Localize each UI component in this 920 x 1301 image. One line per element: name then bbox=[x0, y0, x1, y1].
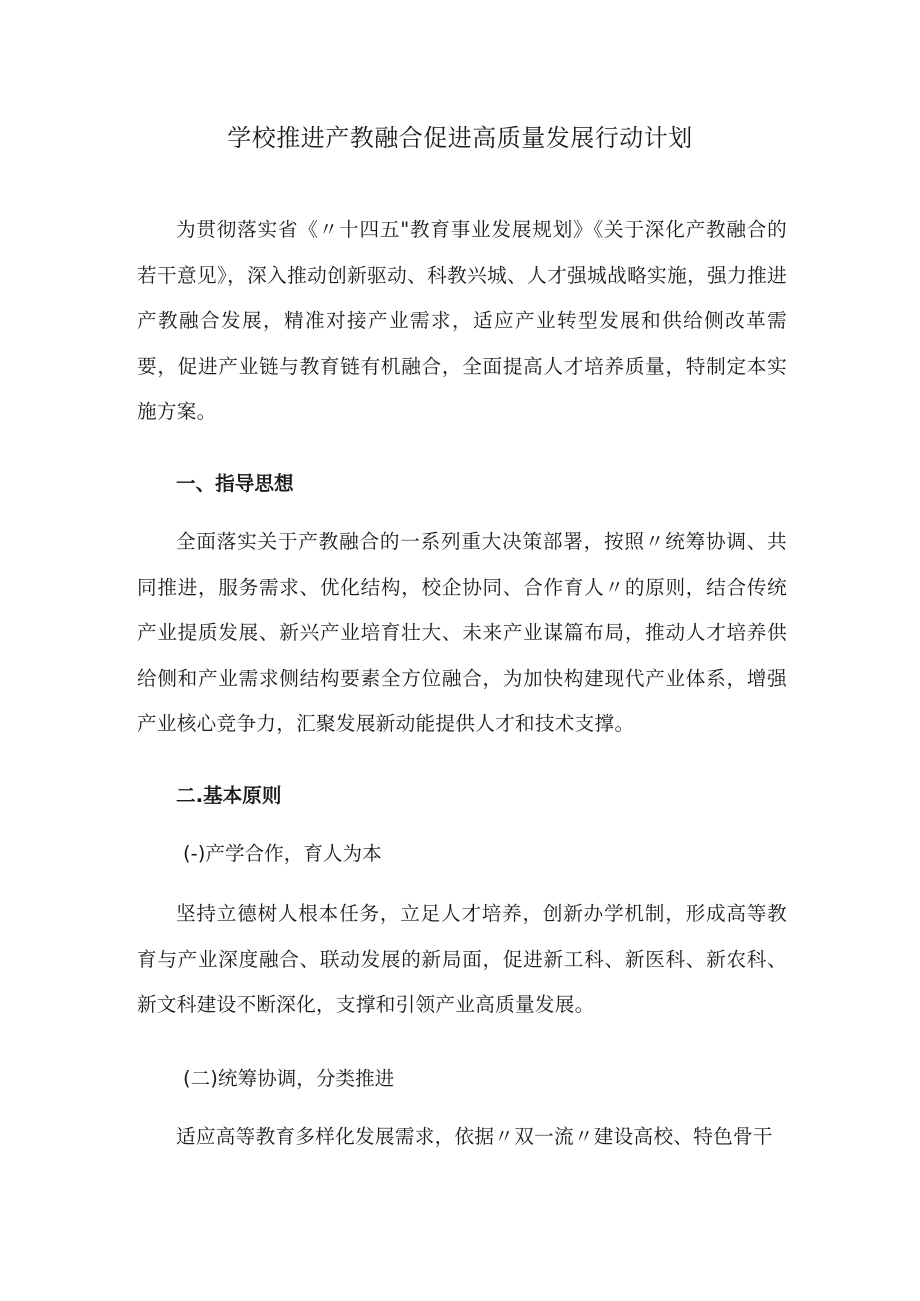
principle-heading-coordination: (二)统筹协调，分类推进 bbox=[183, 1067, 395, 1090]
section-heading-guiding-ideology: 一、指导思想 bbox=[176, 472, 294, 495]
section-heading-basic-principles: 二.基本原则 bbox=[176, 784, 282, 807]
document-title: 学校推进产教融合促进高质量发展行动计划 bbox=[227, 124, 693, 152]
principle-heading-industry-academia: (-)产学合作，育人为本 bbox=[183, 842, 382, 865]
intro-paragraph: 为贯彻落实省《〃十四五"教育事业发展规划》《关于深化产教融合的若干意见》，深入推动创新驱动、科教兴城、人才强城战略实施，强力推进产教融合发展，精准对接产业需求，适应产业转型发展和供给侧改革需要，促进产业链与教育链有机融合，全面提高人才培养质量，特制定本实施方案。 bbox=[137, 218, 787, 423]
guiding-ideology-paragraph: 全面落实关于产教融合的一系列重大决策部署，按照〃统筹协调、共同推进，服务需求、优化结构，校企协同、合作育人〃的原则，结合传统产业提质发展、新兴产业培育壮大、未来产业谋篇布局，推动人才培养供给侧和产业需求侧结构要素全方位融合，为加快构建现代产业体系，增强产业核心竞争力，汇聚发展新动能提供人才和技术支撑。 bbox=[137, 530, 787, 735]
principle-paragraph-coordination: 适应高等教育多样化发展需求，依据〃双一流〃建设高校、特色骨干 bbox=[176, 1125, 773, 1148]
principle-paragraph-industry-academia: 坚持立德树人根本任务，立足人才培养，创新办学机制，形成高等教育与产业深度融合、联动发展的新局面，促进新工科、新医科、新农科、新文科建设不断深化，支撑和引领产业高质量发展。 bbox=[137, 902, 787, 1016]
